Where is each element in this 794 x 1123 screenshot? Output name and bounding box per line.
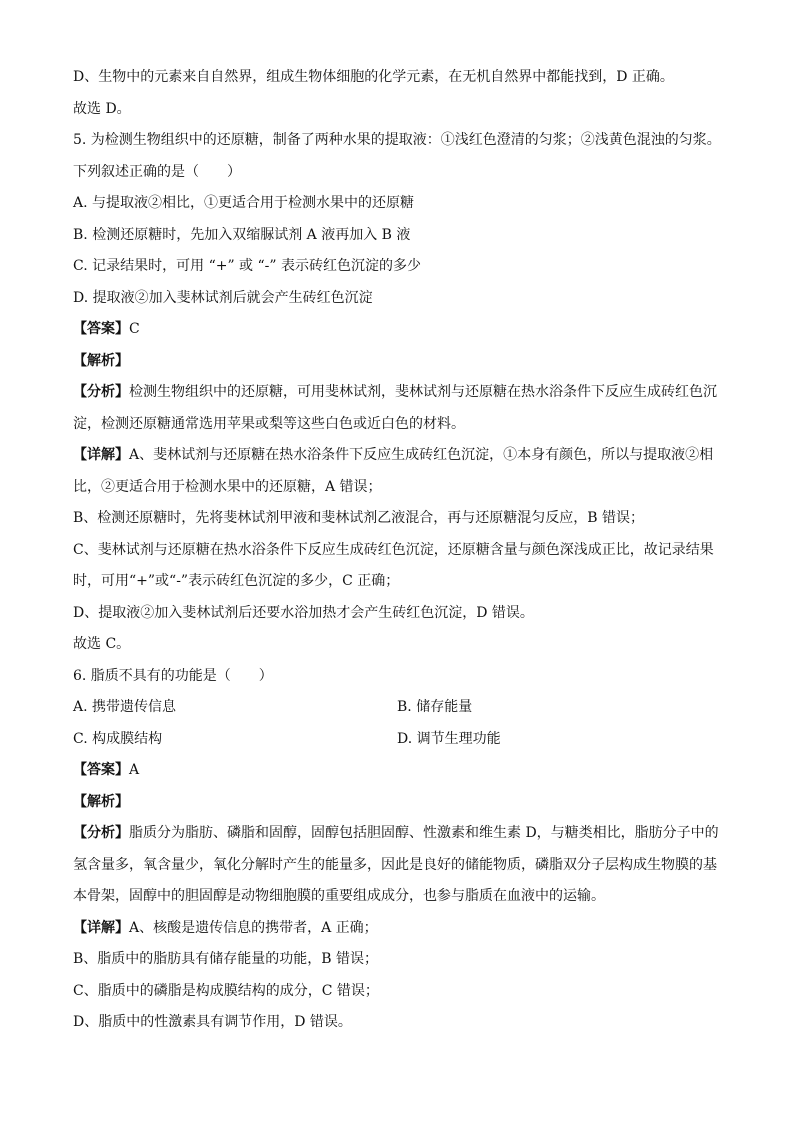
prev-choose: 故选 D。: [73, 100, 131, 117]
q6-fenxi-tag: 【分析】: [73, 825, 129, 841]
q5-stem-line-2: 下列叙述正确的是（ ）: [73, 163, 241, 180]
q5-option-c: C. 记录结果时，可用 “+” 或 “-” 表示砖红色沉淀的多少: [73, 258, 422, 274]
q6-options-row-2: [73, 724, 733, 756]
q6-xiangjie-d: D、脂质中的性激素具有调节作用，D 错误。: [73, 1014, 352, 1030]
q5-answer-tag: 【答案】: [73, 321, 129, 337]
q5-xiangjie-b: B、检测还原糖时，先将斐林试剂甲液和斐林试剂乙液混合，再与还原糖混匀反应，B 错误；: [73, 510, 645, 526]
q6-fenxi-text-1: 脂质分为脂肪、磷脂和固醇，固醇包括胆固醇、性激素和维生素 D，与糖类相比，脂肪分子中的: [129, 825, 719, 841]
q5-answer: [73, 314, 733, 346]
q6-options-row-1: [73, 692, 733, 724]
q6-fenxi-line-2: 氢含量多，氧含量少，氧化分解时产生的能量多，因此是良好的储能物质，磷脂双分子层构成生物膜的基: [73, 856, 717, 873]
q5-stem-line-1: 5. 为检测生物组织中的还原糖，制备了两种水果的提取液：①浅红色澄清的匀浆；②浅黄色混浊的匀浆。: [73, 132, 721, 148]
q5-option-a: A. 与提取液②相比，①更适合用于检测水果中的还原糖: [73, 195, 415, 211]
q5-fenxi-line-2: 淀，检测还原糖通常选用苹果或梨等这些白色或近白色的材料。: [73, 415, 465, 432]
q6-fenxi-line-1: [73, 818, 733, 850]
q6-fenxi-line-3: 本骨架，固醇中的胆固醇是动物细胞膜的重要组成成分，也参与脂质在血液中的运输。: [73, 888, 605, 904]
q5-answer-value: C: [129, 321, 140, 337]
q5-xiangjie-d: D、提取液②加入斐林试剂后还要水浴加热才会产生砖红色沉淀，D 错误。: [73, 604, 534, 621]
q5-choose: 故选 C。: [73, 636, 131, 652]
q5-xiangjie-tag: 【详解】: [73, 447, 129, 463]
q6-xiangjie-line-a: [73, 913, 733, 945]
q6-xiangjie-tag: 【详解】: [73, 919, 129, 936]
q5-option-b: B. 检测还原糖时，先加入双缩脲试剂 A 液再加入 B 液: [73, 226, 411, 243]
q6-xiangjie-c: C、脂质中的磷脂是构成膜结构的成分，C 错误；: [73, 982, 379, 999]
q6-option-d: D. 调节生理功能: [397, 730, 501, 747]
q5-xiangjie-line-1: [73, 440, 733, 472]
q5-fenxi-line-1: [73, 377, 733, 409]
q5-xiangjie-c-line-1: C、斐林试剂与还原糖在热水浴条件下反应生成砖红色沉淀，还原糖含量与颜色深浅成正比，故记录结果: [73, 541, 714, 558]
q5-xiangjie-c-line-2: 时，可用“+”或“-”表示砖红色沉淀的多少，C 正确；: [73, 573, 400, 589]
q6-answer-tag: 【答案】: [73, 762, 129, 778]
q6-xiangjie-b: B、脂质中的脂肪具有储存能量的功能，B 错误；: [73, 951, 379, 967]
q5-fenxi-text-1: 检测生物组织中的还原糖，可用斐林试剂，斐林试剂与还原糖在热水浴条件下反应生成砖红色沉: [129, 384, 717, 400]
q5-fenxi-tag: 【分析】: [73, 384, 129, 400]
q6-answer: [73, 755, 733, 787]
q6-stem: 6. 脂质不具有的功能是（ ）: [73, 667, 273, 684]
q5-option-d: D. 提取液②加入斐林试剂后就会产生砖红色沉淀: [73, 289, 373, 306]
q6-analysis-heading: 【解析】: [73, 793, 129, 810]
q6-answer-value: A: [129, 762, 140, 778]
q6-option-b: B. 储存能量: [397, 699, 473, 715]
q5-xiangjie-line-2: 比，②更适合用于检测水果中的还原糖，A 错误；: [73, 478, 382, 495]
prev-option-d-explanation: D、生物中的元素来自自然界，组成生物体细胞的化学元素，在无机自然界中都能找到，D 正确。: [73, 69, 674, 85]
q6-xiangjie-text-a: A、核酸是遗传信息的携带者，A 正确；: [129, 919, 378, 936]
q5-analysis-heading: 【解析】: [73, 352, 129, 369]
q6-option-a: A. 携带遗传信息: [73, 699, 177, 715]
q6-option-c: C. 构成膜结构: [73, 730, 163, 747]
document-page: [73, 62, 733, 1039]
q5-xiangjie-text-1: A、斐林试剂与还原糖在热水浴条件下反应生成砖红色沉淀，①本身有颜色，所以与提取液②相: [129, 447, 714, 463]
